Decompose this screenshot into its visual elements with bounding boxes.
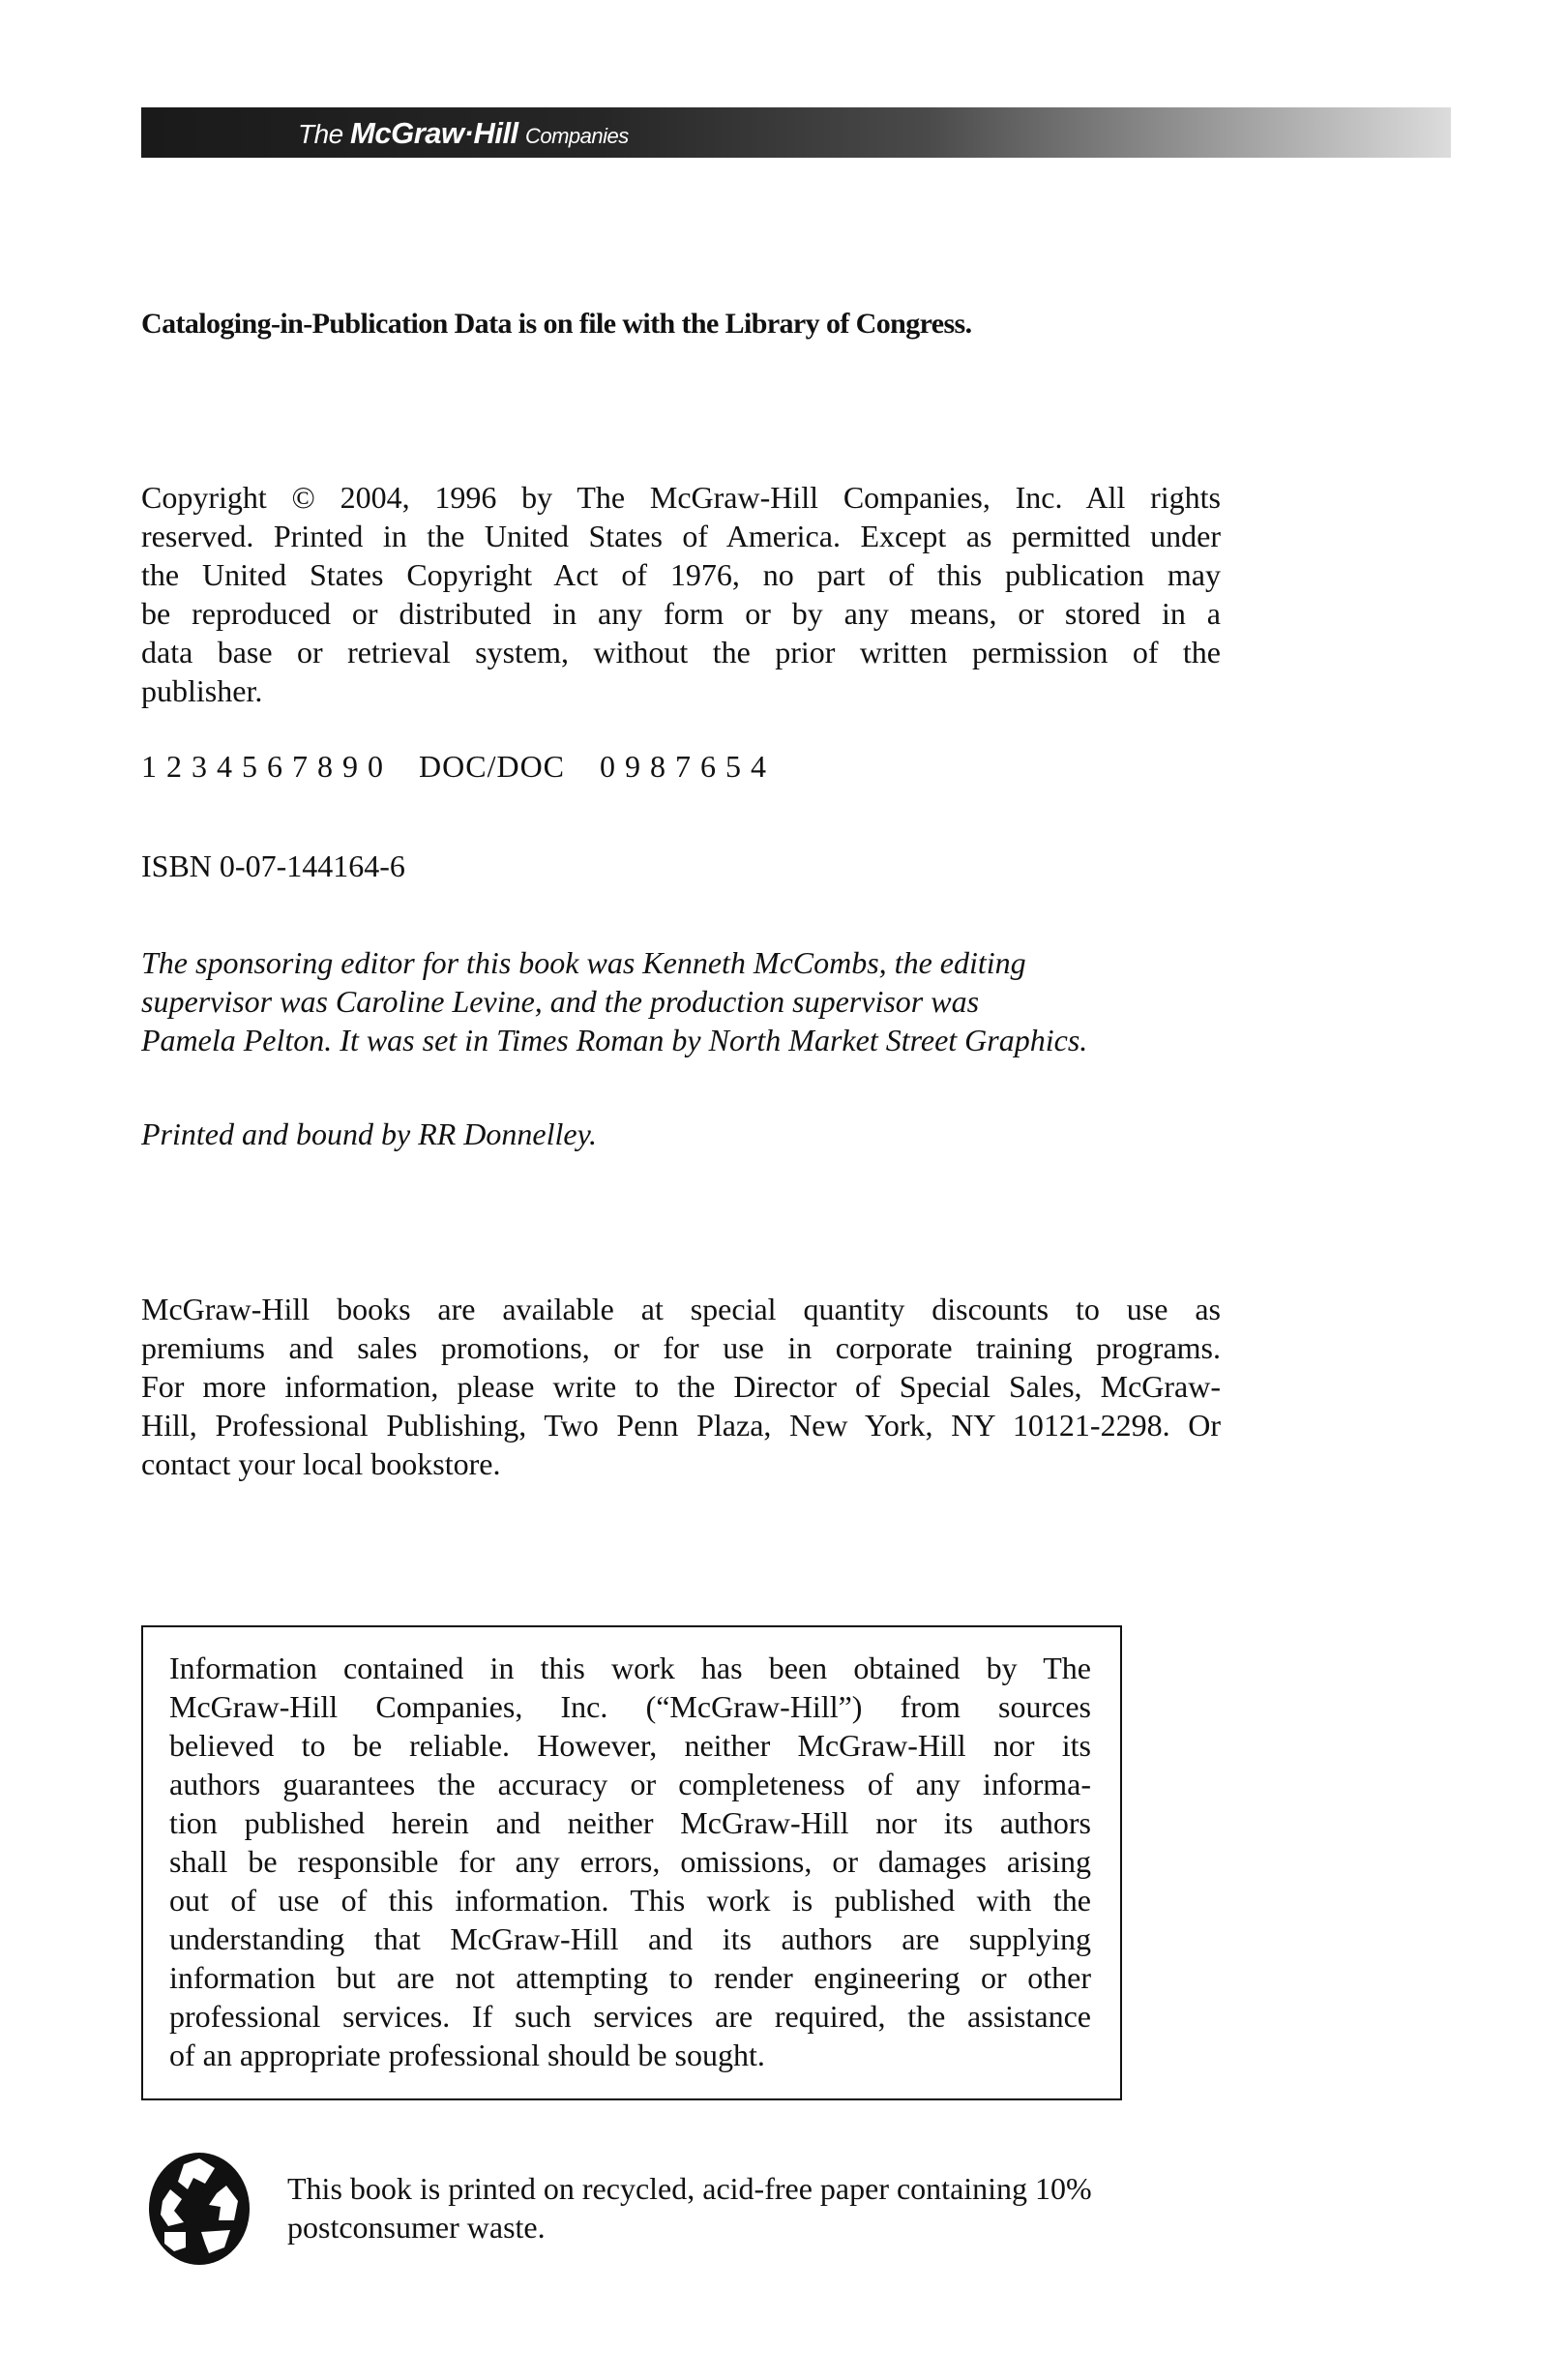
copyright-line: be reproduced or distributed in any form or by any means, or stored in a bbox=[141, 596, 1221, 631]
recycle-line: postconsumer waste. bbox=[287, 2210, 546, 2245]
printing-number-line: 1 2 3 4 5 6 7 8 9 0 DOC/DOC 0 9 8 7 6 5 4 bbox=[141, 749, 768, 784]
logo-name: McGraw·Hill bbox=[350, 116, 518, 150]
disclaimer-line: believed to be reliable. However, neither McGraw-Hill nor its bbox=[169, 1728, 1091, 1763]
isbn: ISBN 0-07-144164-6 bbox=[141, 848, 405, 883]
disclaimer-line: of an appropriate professional should be sought. bbox=[169, 2038, 765, 2072]
disclaimer-line: professional services. If such services are required, the assistance bbox=[169, 1999, 1091, 2034]
disclaimer-line: understanding that McGraw-Hill and its authors are supplying bbox=[169, 1921, 1091, 1956]
special-sales-line: McGraw-Hill books are available at special quantity discounts to use as bbox=[141, 1292, 1221, 1326]
disclaimer-line: Information contained in this work has been obtained by The bbox=[169, 1651, 1091, 1685]
disclaimer-text bbox=[169, 1649, 1091, 2074]
copyright-paragraph bbox=[141, 478, 1221, 710]
cip-statement: Cataloging-in-Publication Data is on file with the Library of Congress. bbox=[141, 308, 972, 340]
copyright-line: data base or retrieval system, without the prior written permission of the bbox=[141, 635, 1221, 669]
logo-the: The bbox=[298, 119, 343, 149]
disclaimer-box bbox=[141, 1625, 1122, 2100]
copyright-line: publisher. bbox=[141, 673, 263, 708]
editors-line: Pamela Pelton. It was set in Times Roman by North Market Street Graphics. bbox=[141, 1023, 1088, 1057]
disclaimer-line: information but are not attempting to render engineering or other bbox=[169, 1960, 1091, 1995]
special-sales-line: For more information, please write to the Director of Special Sales, McGraw- bbox=[141, 1369, 1221, 1404]
disclaimer-line: tion published herein and neither McGraw-Hill nor its authors bbox=[169, 1805, 1091, 1840]
special-sales-line: premiums and sales promotions, or for use in corporate training programs. bbox=[141, 1330, 1221, 1365]
editors-line: supervisor was Caroline Levine, and the production supervisor was bbox=[141, 984, 980, 1019]
printer-credit: Printed and bound by RR Donnelley. bbox=[141, 1116, 598, 1151]
copyright-line: Copyright © 2004, 1996 by The McGraw-Hill Companies, Inc. All rights bbox=[141, 480, 1221, 515]
copyright-line: reserved. Printed in the United States of America. Except as permitted under bbox=[141, 519, 1221, 553]
recycle-line: This book is printed on recycled, acid-free paper containing 10% bbox=[287, 2171, 1092, 2206]
special-sales-paragraph bbox=[141, 1290, 1221, 1483]
publisher-banner bbox=[141, 107, 1451, 158]
editors-line: The sponsoring editor for this book was Kenneth McCombs, the editing bbox=[141, 945, 1026, 980]
copyright-line: the United States Copyright Act of 1976, no part of this publication may bbox=[141, 557, 1221, 592]
special-sales-line: contact your local bookstore. bbox=[141, 1446, 501, 1481]
logo-companies: Companies bbox=[524, 124, 629, 148]
disclaimer-line: McGraw-Hill Companies, Inc. (“McGraw-Hill”) from sources bbox=[169, 1689, 1091, 1724]
recycle-icon bbox=[141, 2151, 257, 2267]
editors-credit bbox=[141, 943, 1087, 1059]
recycled-paper-note bbox=[287, 2169, 1092, 2246]
disclaimer-line: out of use of this information. This work is published with the bbox=[169, 1883, 1091, 1918]
disclaimer-line: authors guarantees the accuracy or completeness of any informa- bbox=[169, 1767, 1091, 1801]
publisher-logo bbox=[298, 116, 629, 151]
disclaimer-line: shall be responsible for any errors, omissions, or damages arising bbox=[169, 1844, 1091, 1879]
special-sales-line: Hill, Professional Publishing, Two Penn Plaza, New York, NY 10121-2298. Or bbox=[141, 1408, 1221, 1443]
